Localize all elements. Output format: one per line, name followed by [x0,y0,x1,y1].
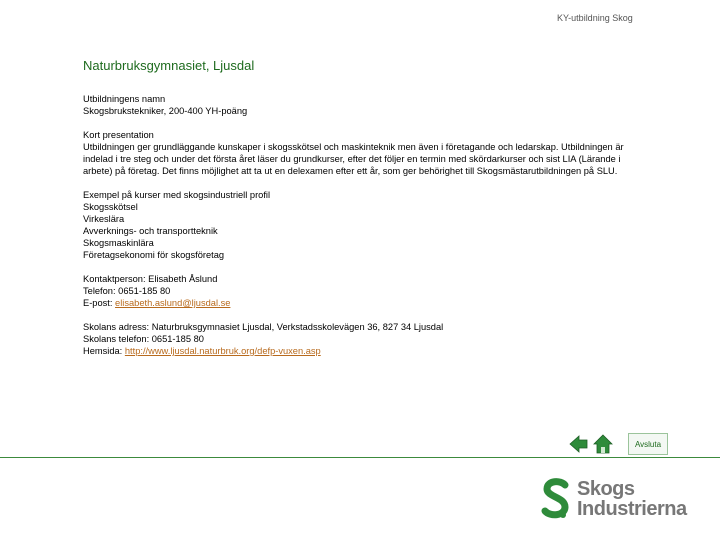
contact-phone: Telefon: 0651-185 80 [83,286,171,296]
presentation-block [83,129,643,177]
content [83,93,643,369]
website-link[interactable]: http://www.ljusdal.naturbruk.org/defp-vuxen.asp [124,346,321,356]
footer-divider [0,457,720,458]
header-label: KY-utbildning Skog [557,13,633,23]
presentation-heading: Kort presentation [83,130,154,140]
courses-block [83,189,643,261]
email-label: E-post: [83,298,116,308]
website-label: Hemsida: [83,346,125,356]
courses-heading: Exempel på kurser med skogsindustriell profil [83,190,271,200]
contact-block [83,273,643,309]
email-link[interactable]: elisabeth.aslund@ljusdal.se [115,298,231,308]
logo-text [577,479,687,519]
footer-nav [569,434,613,454]
presentation-text: Utbildningen ger grundläggande kunskaper i skogsskötsel och maskinteknik men även i företagande och ledarskap. Utbildningen är indelad i tre steg och under det första året läser du grundkurser, efter det följer en termin med skördarkurser och sist LIA (Lärande i arbete) på företag. Det finns möjlighet att ta ut en delexamen efter ett år, som ger behörighet till Skogsmästarutbildningen på SLU. [83,142,624,176]
course-item: Företagsekonomi för skogsföretag [83,250,225,260]
education-name: Skogsbrukstekniker, 200-400 YH-poäng [83,106,248,116]
course-item: Skogsmaskinlära [83,238,154,248]
school-phone: Skolans telefon: 0651-185 80 [83,334,204,344]
course-item: Virkeslära [83,214,125,224]
school-website-row [83,345,643,357]
home-icon[interactable] [593,434,613,454]
page-title: Naturbruksgymnasiet, Ljusdal [83,58,255,73]
course-item: Skogsskötsel [83,202,138,212]
contact-email-row [83,297,643,309]
end-button[interactable]: Avsluta [628,433,668,455]
school-block [83,321,643,357]
education-heading: Utbildningens namn [83,94,166,104]
arrow-left-icon[interactable] [569,434,589,454]
contact-person: Kontaktperson: Elisabeth Åslund [83,274,218,284]
school-address: Skolans adress: Naturbruksgymnasiet Ljusdal, Verkstadsskolevägen 36, 827 34 Ljusdal [83,322,444,332]
logo-s-icon [541,478,571,520]
skogsindustrierna-logo [541,478,687,520]
logo-line1: Skogs [577,478,635,500]
logo-line2: Industrierna [577,498,687,520]
education-block [83,93,643,117]
course-item: Avverknings- och transportteknik [83,226,218,236]
